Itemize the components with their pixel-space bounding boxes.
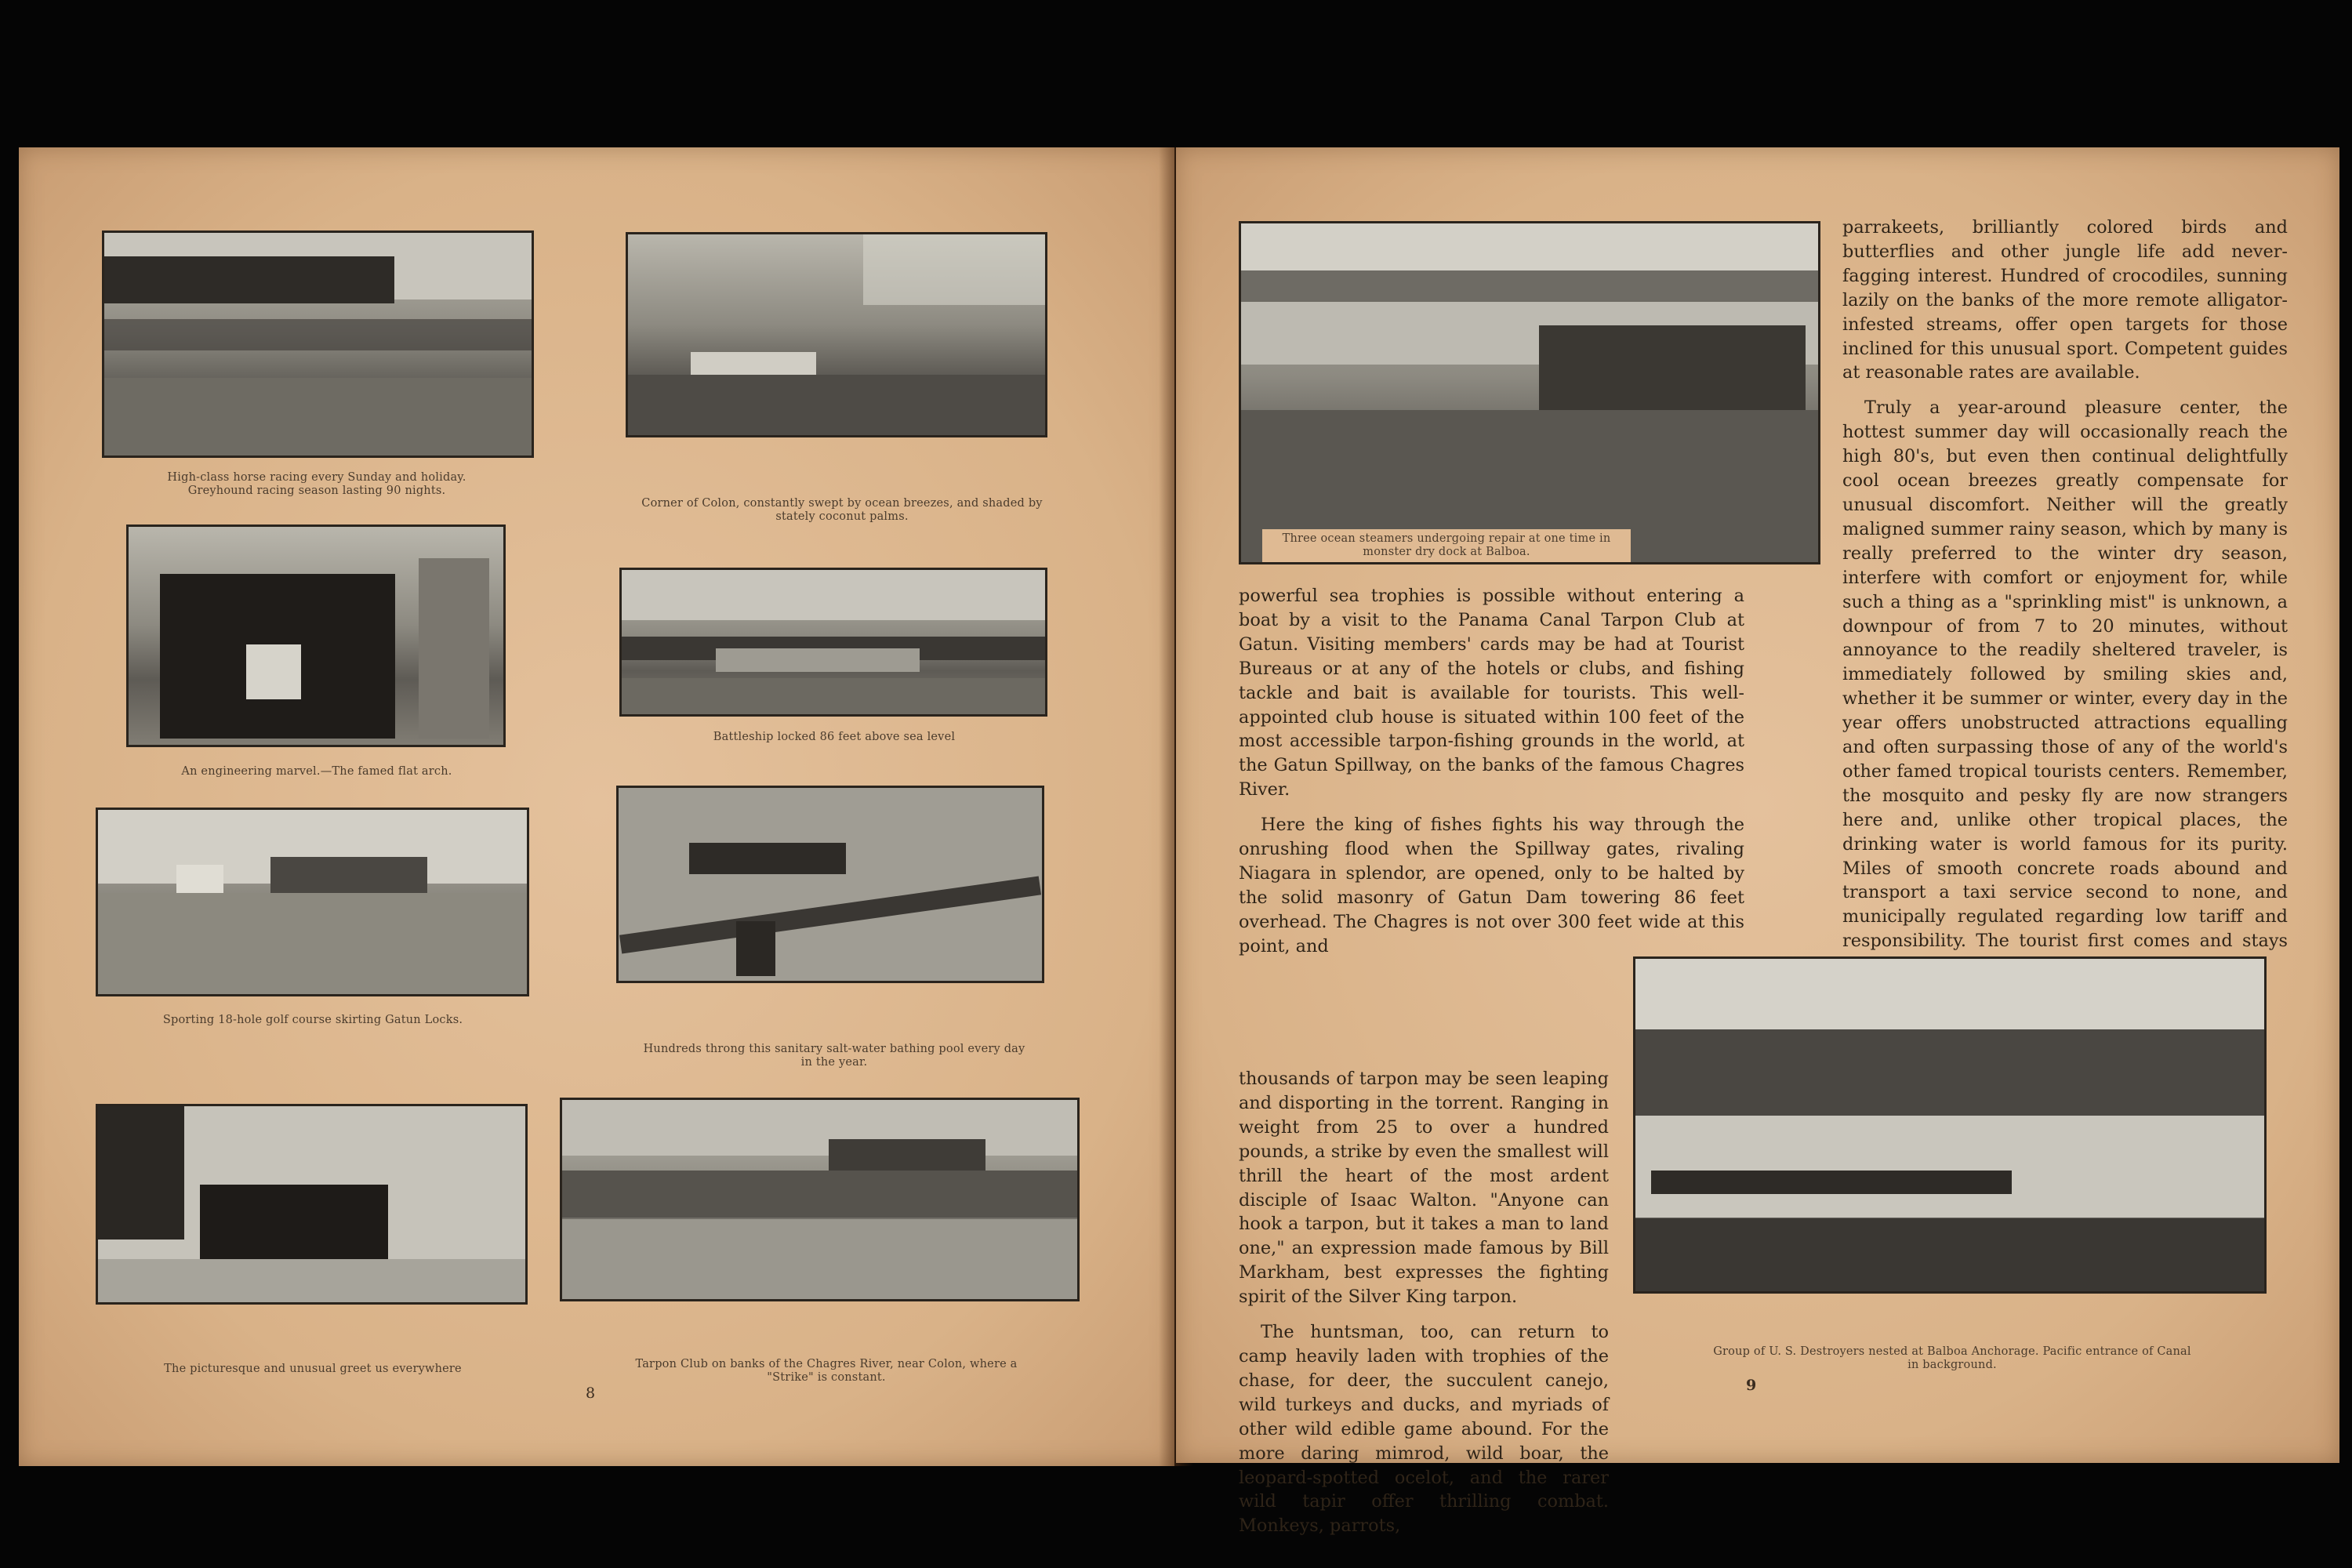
battleship-photo xyxy=(619,568,1047,717)
flat-arch-photo xyxy=(126,524,506,747)
paragraph: Here the king of fishes fights his way through the onrushing flood when the Spillway gates, rivaling Niagara in splendor, are opened, only to be halted by the solid masonry of Gatun Dam towering 86 feet overhead. The Chagres is not over 300 feet wide at this point, and xyxy=(1239,815,1744,956)
ox-cart-photo xyxy=(96,1104,528,1305)
destroyers-caption: Group of U. S. Destroyers nested at Balboa Anchorage. Pacific entrance of Canal in background. xyxy=(1713,1345,2191,1371)
left-page xyxy=(19,147,1174,1466)
dry-dock-caption: Three ocean steamers undergoing repair at one time in monster dry dock at Balboa. xyxy=(1262,529,1631,562)
colon-corner-photo xyxy=(626,232,1047,437)
paragraph: powerful sea trophies is possible without entering a boat by a visit to the Panama Canal Tarpon Club at Gatun. Visiting members' cards may be had at Tourist Bureaus or at any of the hotels or clubs, and fishing tackle and bait is available for tourists. This well-appointed club house is situated within 100 feet of the most accessible tarpon-fishing grounds in the world, at the Gatun Spillway, on the banks of the famous Chagres River. xyxy=(1239,586,1744,800)
paragraph: thousands of tarpon may be seen leaping and disporting in the torrent. Ranging in weight from 25 to over a hundred pounds, a strike by even the smallest will thrill the heart of the most ardent disciple of Isaac Walton. "Anyone can hook a tarpon, but it takes a man to land one," an expression made famous by Bill Markham, best expresses the fighting spirit of the Silver King tarpon. xyxy=(1239,1069,1609,1308)
dry-dock-photo xyxy=(1239,221,1820,564)
horse-racing-photo xyxy=(102,230,534,458)
bathing-pool-photo xyxy=(616,786,1044,983)
paragraph: The huntsman, too, can return to camp heavily laden with trophies of the chase, for deer, the succulent canejo, wild turkeys and ducks, and myriads of other wild edible game abound. For the more daring mimrod, wild boar, the leopard-spotted ocelot, and the rarer wild tapir offer thrilling combat. Monkeys, parrots, xyxy=(1239,1322,1609,1537)
golf-course-caption: Sporting 18-hole golf course skirting Gatun Locks. xyxy=(162,1014,463,1026)
horse-racing-caption: High-class horse racing every Sunday and holiday. Greyhound racing season lasting 90 nights. xyxy=(167,471,466,497)
right-page xyxy=(1176,147,2339,1537)
left-column-top-text xyxy=(1239,584,1744,959)
colon-corner-caption: Corner of Colon, constantly swept by ocean breezes, and shaded by stately coconut palms. xyxy=(641,497,1043,523)
tarpon-club-caption: Tarpon Club on banks of the Chagres River, near Colon, where a "Strike" is constant. xyxy=(635,1358,1018,1384)
page-number: 8 xyxy=(586,1385,596,1402)
right-column-text xyxy=(1842,216,2288,978)
tarpon-club-photo xyxy=(560,1098,1080,1301)
ox-cart-caption: The picturesque and unusual greet us everywhere xyxy=(164,1363,462,1375)
golf-course-photo xyxy=(96,808,529,996)
page-number: 9 xyxy=(1746,1377,1757,1394)
destroyers-photo xyxy=(1633,956,2267,1294)
battleship-caption: Battleship locked 86 feet above sea level xyxy=(713,731,956,743)
paragraph: Truly a year-around pleasure center, the hottest summer day will occasionally reach the high 80's, but even then continual delightfully cool ocean breezes greatly compensate for unusual discomfort. Neither will the greatly maligned summer rainy season, which by many is really preferred to the winter dry season, interfere with comfort or enjoyment for, while such a thing as a "sprinkling mist" is unknown, a downpour of from 7 to 20 minutes, without annoyance to the readily sheltered traveler, is immediately followed by smiling skies and, whether it be summer or winter, every day in the year offers unobstructed attractions equalling and often surpassing those of any of the world's other famed tropical tourists centers. Remember, the mosquito and pesky fly are now strangers here and, unlike other tropical places, the drinking water is world famous for its purity. Miles of smooth concrete roads abound and transport a taxi service second to none, and municipally regulated regarding low tariff and responsibility. The tourist first comes and stays xyxy=(1842,397,2288,952)
left-column-bottom-text xyxy=(1239,1067,1609,1538)
bathing-pool-caption: Hundreds throng this sanitary salt-water bathing pool every day in the year. xyxy=(643,1043,1025,1069)
paragraph: parrakeets, brilliantly colored birds and butterflies and other jungle life add never-fagging interest. Hundred of crocodiles, sunning lazily on the banks of the more remote alligator-infested streams, offer open targets for those inclined for this unusual sport. Competent guides at reasonable rates are available. xyxy=(1842,217,2288,383)
flat-arch-caption: An engineering marvel.—The famed flat arch. xyxy=(181,765,452,778)
